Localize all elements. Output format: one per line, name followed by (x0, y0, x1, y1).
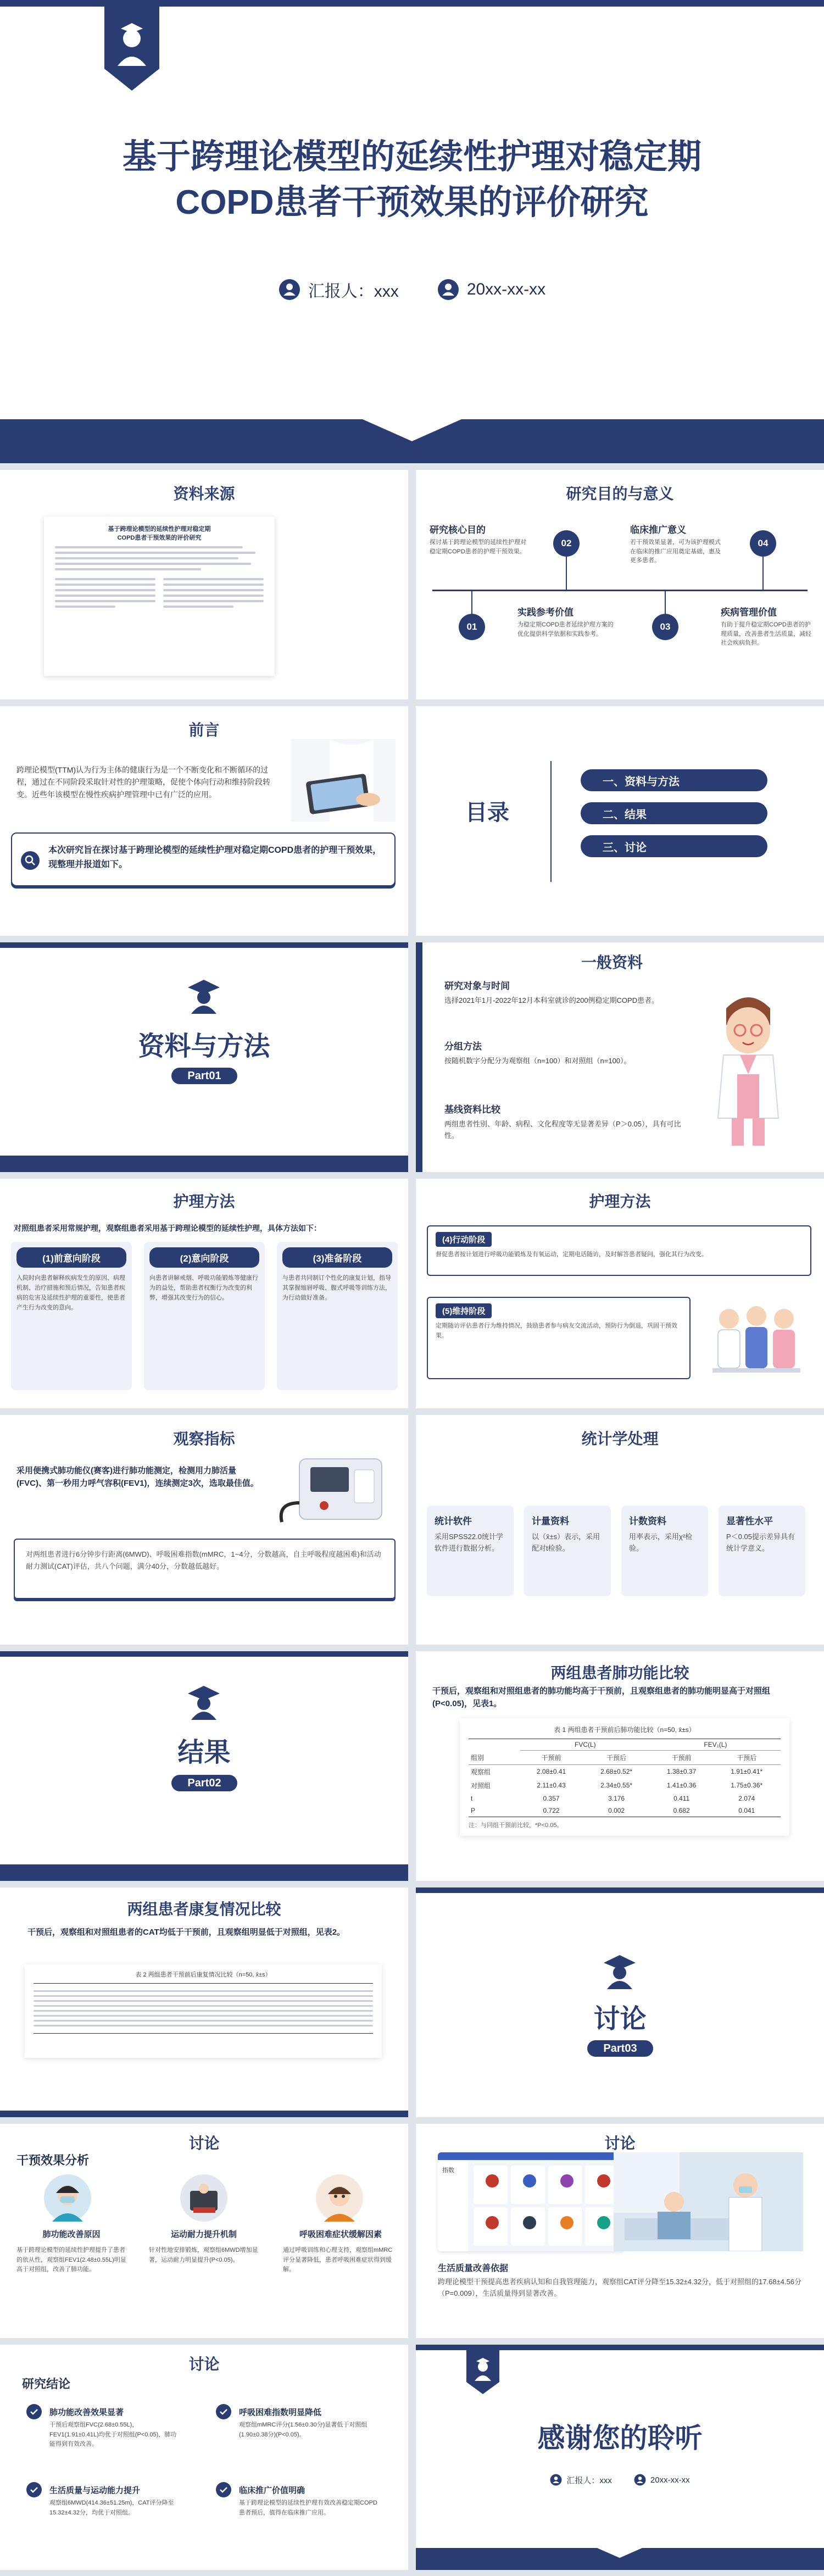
thanks-reporter-text: 汇报人：xxx (566, 2475, 612, 2485)
discuss3-item-head: 生活质量与运动能力提升 (49, 2486, 141, 2495)
table-cell: 0.411 (673, 1794, 690, 1802)
lung-slide (416, 1651, 824, 1881)
discuss1-title: 讨论 (188, 2135, 220, 2152)
observe-bottom-box (14, 1539, 396, 1599)
lung-header: 干预后 (737, 1753, 757, 1762)
thanks-meta (416, 2474, 824, 2486)
table-row (469, 1779, 781, 1792)
method1-card-text: 与患者共同制订个性化的康复计划，指导其掌握缩唇呼吸、腹式呼吸等训练方法，为行动做好准备。 (282, 1275, 391, 1302)
table-cell: 2.074 (738, 1794, 755, 1802)
method1-title: 护理方法 (173, 1193, 235, 1210)
user-icon (279, 279, 300, 301)
purpose-item-1 (430, 522, 528, 556)
stats-card-head: 计量资料 (532, 1516, 569, 1526)
general-section-text: 按随机数字分配分为观察组（n=100）和对照组（n=100）。 (444, 1057, 631, 1065)
method2-section-text: 定期随访评估患者行为维持情况，鼓励患者参与病友交流活动，预防行为倒退，巩固干预效果。 (436, 1323, 677, 1339)
stats-card-text: 用率表示，采用χ²检验。 (629, 1533, 693, 1552)
part03-slide (416, 1887, 824, 2117)
general-section-1 (444, 978, 686, 1007)
toc-item-3[interactable] (581, 835, 767, 857)
method1-card-head: (1)前意向阶段 (16, 1247, 126, 1268)
purpose-item-text: 为稳定期COPD患者延续护理方案的优化提供科学依据和实践参考。 (517, 621, 614, 637)
general-section-heading: 研究对象与时间 (444, 981, 510, 991)
observe-bottom-text: 对两组患者进行6分钟步行距离(6MWD)、呼吸困难指数(mMRC，1~4分，分数越高，自主呼吸程度越困难)和活动耐力测试(CAT)评估，共八个问题，满分40分，分数越低越好。 (26, 1550, 381, 1571)
purpose-slide (416, 470, 824, 699)
stats-card-3 (621, 1506, 708, 1596)
nurse-avatar-icon (44, 2174, 91, 2222)
general-section-2 (444, 1039, 686, 1067)
hospital-ward-photo (614, 2152, 803, 2251)
graduate-icon (186, 1681, 222, 1720)
cover-date (437, 277, 545, 302)
method1-card-head: (3)准备阶段 (282, 1247, 392, 1268)
lung-table-note: 注：与同组干预前比较，*P<0.05。 (469, 1822, 563, 1829)
dashboard-sidebar-label: 指数 (442, 2167, 454, 2174)
toc-item-label: 三、讨论 (603, 841, 647, 854)
cover-bottom-decoration (0, 397, 824, 463)
preface-highlight-box (11, 832, 396, 886)
thanks-bottom-decoration (416, 2537, 824, 2570)
purpose-num-1: 01 (459, 614, 485, 640)
table-cell: 1.38±0.37 (666, 1768, 697, 1775)
purpose-timeline (432, 590, 808, 591)
discuss2-title: 讨论 (604, 2135, 636, 2152)
table-cell: 观察组 (471, 1768, 491, 1776)
discuss3-item-text: 观察组6MWD(414.36±51.25m)，CAT评分降至15.32±4.32分，均优于对照组。 (49, 2500, 174, 2516)
table-cell: 1.41±0.36 (666, 1781, 697, 1789)
method2-section-head: (4)行动阶段 (436, 1232, 492, 1247)
rehab-table-wrap (25, 1964, 382, 2058)
discuss3-slide (0, 2345, 408, 2570)
part01-title: 资料与方法 (138, 1032, 270, 1061)
spirometer-illustration (277, 1453, 387, 1528)
part02-slide (0, 1651, 408, 1881)
general-section-heading: 分组方法 (444, 1041, 482, 1052)
stats-card-2 (524, 1506, 611, 1596)
method1-card-text: 向患者讲解戒烟、呼吸功能锻炼等健康行为的益处，帮助患者权衡行为改变的利弊，增强其改变行为的信心。 (149, 1275, 258, 1302)
method1-intro: 对照组患者采用常规护理，观察组患者采用基于跨理论模型的延续性护理，具体方法如下： (14, 1224, 321, 1233)
table-cell: 3.176 (608, 1794, 625, 1802)
preface-title: 前言 (188, 721, 220, 739)
discuss3-subtitle: 研究结论 (22, 2377, 71, 2391)
general-title: 一般资料 (581, 954, 643, 971)
table-cell: 2.08±0.41 (536, 1768, 566, 1775)
shield-avatar-icon (466, 2345, 499, 2394)
thanks-slide (416, 2345, 824, 2570)
purpose-item-heading: 研究核心目的 (430, 525, 486, 535)
table-row (469, 1805, 781, 1817)
table-cell: 2.11±0.43 (537, 1781, 566, 1789)
source-slide (0, 470, 408, 699)
discuss3-item-text: 观察组mMRC评分(1.56±0.30分)显著低于对照组(1.90±0.38分)(P<0.05)。 (239, 2422, 368, 2438)
table-cell: 0.002 (608, 1806, 625, 1814)
method2-section-head: (5)维持阶段 (436, 1303, 492, 1318)
method2-section-1 (427, 1225, 811, 1276)
discuss1-slide (0, 2124, 408, 2338)
lung-header: 干预前 (541, 1753, 561, 1762)
lung-desc: 干预后，观察组和对照组患者的肺功能均高于干预前，且观察组患者的肺功能明显高于对照组(P<0.05)，见表1。 (432, 1686, 771, 1708)
quality-check-icon (26, 2482, 42, 2497)
discuss2-slide (416, 2124, 824, 2338)
lung-title: 两组患者肺功能比较 (550, 1664, 689, 1681)
user-icon (437, 279, 459, 301)
discuss1-item-head: 运动耐力提升机制 (170, 2230, 237, 2239)
table-cell: 1.91±0.41* (731, 1768, 763, 1775)
toc-item-label: 二、结果 (603, 808, 647, 821)
purpose-item-text: 有助于提升稳定期COPD患者的护理质量，改善患者生活质量，减轻社会疾病负担。 (721, 621, 811, 646)
observe-top-text: 采用便携式肺功能仪(赛客)进行肺功能测定，检测用力肺活量(FVC)、第一秒用力呼气容积(FEV1)，连续测定3次，选取最佳值。 (16, 1466, 259, 1489)
dashboard-mockup (438, 2152, 625, 2251)
general-section-text: 两组患者性别、年龄、病程、文化程度等无显著差异（P＞0.05），具有可比性。 (444, 1120, 681, 1140)
preface-highlight-text: 本次研究旨在探讨基于跨理论模型的延续性护理对稳定期COPD患者的护理干预效果，现整理并报道如下。 (48, 846, 382, 869)
user-icon (634, 2474, 646, 2486)
part01-slide (0, 942, 408, 1172)
discuss3-item-head: 临床推广价值明确 (239, 2486, 305, 2495)
table-cell: 对照组 (471, 1781, 491, 1790)
method1-card-1 (11, 1242, 132, 1390)
discuss1-subtitle: 干预效果分析 (16, 2153, 90, 2167)
method1-card-head: (2)意向阶段 (149, 1247, 259, 1268)
breath-check-icon (216, 2404, 231, 2419)
purpose-item-3 (630, 522, 723, 565)
purpose-num-4: 04 (750, 530, 776, 557)
thanks-reporter (550, 2474, 612, 2486)
stats-card-text: 采用SPSS22.0统计学软件进行数据分析。 (435, 1533, 503, 1552)
rehab-desc: 干预后，观察组和对照组患者的CAT均低于干预前，且观察组明显低于对照组，见表2。 (27, 1928, 346, 1937)
paper-thumbnail (44, 517, 275, 676)
lung-header: 组别 (471, 1753, 485, 1762)
method2-section-2 (427, 1297, 691, 1379)
thanks-date (634, 2474, 690, 2486)
toc-item-label: 一、资料与方法 (603, 775, 680, 788)
rehab-table-caption: 表 2 两组患者干预前后康复情况比较（n=50, x̄±s） (135, 1972, 271, 1978)
table-row (469, 1792, 781, 1805)
preface-slide (0, 706, 408, 936)
purpose-item-heading: 疾病管理价值 (721, 607, 777, 618)
lung-header: 干预前 (671, 1753, 692, 1762)
table-cell: t (471, 1794, 473, 1802)
purpose-item-heading: 临床推广意义 (630, 525, 686, 535)
method2-title: 护理方法 (589, 1193, 651, 1210)
stats-card-4 (719, 1506, 805, 1596)
discuss1-item-head: 呼吸困难症状缓解因素 (299, 2230, 382, 2239)
part01-badge: Part01 (171, 1068, 237, 1084)
stats-card-text: 以（x̄±s）表示，采用配对t检验。 (532, 1533, 600, 1552)
cover-title-line1: 基于跨理论模型的延续性护理对稳定期 (122, 138, 701, 176)
method2-section-text: 督促患者按计划进行呼吸功能锻炼及有氧运动，定期电话随访，及时解答患者疑问，强化其行为改变。 (436, 1251, 708, 1258)
lung-table (469, 1739, 781, 1817)
method1-card-text: 入院时向患者解释疾病发生的原因、病理机制、治疗措施和预后情况，告知患者疾病的危害及延续性护理的重要性，使患者产生行为改变的意向。 (16, 1275, 125, 1312)
purpose-item-2 (517, 604, 616, 639)
stats-card-head: 显著性水平 (726, 1516, 773, 1526)
dashboard-sidebar (438, 2160, 468, 2251)
cover-reporter-text: 汇报人：xxx (308, 282, 399, 301)
purpose-item-heading: 实践参考价值 (517, 607, 574, 618)
method1-slide (0, 1179, 408, 1408)
part03-badge: Part03 (587, 2040, 653, 2057)
purpose-title: 研究目的与意义 (566, 485, 674, 502)
source-title: 资料来源 (173, 485, 235, 502)
lung-group-fev1: FEV₁(L) (650, 1739, 781, 1751)
user-icon (550, 2474, 562, 2486)
purpose-num-3: 03 (652, 614, 678, 640)
discuss3-title: 讨论 (188, 2356, 220, 2373)
tablet-hand-illustration (291, 739, 396, 821)
table-cell: 0.357 (543, 1794, 560, 1802)
lung-group-fvc: FVC(L) (520, 1739, 650, 1751)
lung-table-wrap (460, 1718, 789, 1836)
lung-table-caption: 表 1 两组患者干预前后肺功能比较（n=50, x̄±s） (554, 1726, 695, 1734)
discuss1-item-text: 基于跨理论模型的延续性护理提升了患者的依从性，观察组FEV1(2.48±0.55L)明显高于对照组，改善了肺功能。 (16, 2247, 126, 2273)
preface-body: 跨理论模型(TTM)认为行为主体的健康行为是一个不断变化和不断循环的过程，通过在不同阶段采取针对性的护理策略，促使个体向行动和维持阶段转变。近些年该模型在慢性疾病护理管理中已有广泛的应用。 (16, 765, 270, 799)
search-icon (21, 851, 40, 870)
lung-header: 干预后 (606, 1753, 627, 1762)
general-slide (416, 942, 824, 1172)
part02-title: 结果 (177, 1738, 231, 1767)
part02-badge: Part02 (171, 1775, 237, 1791)
discuss1-item-head: 肺功能改善原因 (42, 2230, 101, 2239)
general-section-text: 选择2021年1月-2022年12月本科室就诊的200例稳定期COPD患者。 (444, 996, 659, 1004)
patient-avatar-icon (316, 2174, 363, 2222)
purpose-num-2: 02 (553, 530, 580, 557)
discuss1-item-text: 针对性地安排锻炼，观察组6MWD增加显著，运动耐力明显提升(P<0.05)。 (149, 2247, 258, 2263)
rehab-title: 两组患者康复情况比较 (127, 1901, 281, 1918)
purpose-item-4 (721, 604, 814, 648)
toc-item-1[interactable] (581, 769, 767, 791)
table-cell: 1.75±0.36* (731, 1781, 763, 1789)
rehab-slide (0, 1887, 408, 2117)
stats-title: 统计学处理 (581, 1430, 659, 1447)
lung-check-icon (26, 2404, 42, 2419)
stats-slide (416, 1415, 824, 1645)
stats-card-head: 计数资料 (629, 1516, 666, 1526)
toc-title: 目录 (465, 801, 509, 825)
table-row (469, 1764, 781, 1779)
graduate-icon (602, 1951, 638, 1989)
cover-reporter (279, 277, 399, 302)
purpose-item-text: 若干预效果显著，可为该护理模式在临床的推广应用奠定基础，惠及更多患者。 (630, 539, 721, 564)
doctor-illustration (707, 986, 789, 1151)
thanks-title: 感谢您的聆听 (537, 2423, 703, 2453)
discuss3-item-head: 呼吸困难指数明显降低 (239, 2408, 322, 2417)
table-cell: 2.68±0.52* (600, 1768, 633, 1775)
purpose-item-text: 探讨基于跨理论模型的延续性护理对稳定期COPD患者的护理干预效果。 (430, 539, 526, 555)
paper-title1: 基于跨理论模型的延续性护理对稳定期 (108, 526, 211, 532)
table-cell: P (471, 1806, 476, 1814)
cover-meta (0, 277, 824, 302)
general-section-heading: 基线资料比较 (444, 1104, 500, 1115)
discuss3-item-text: 干预后观察组FVC(2.68±0.55L)，FEV1(1.91±0.41L)均优于对照组(P<0.05)，肺功能得到有效改善。 (49, 2422, 177, 2448)
method1-card-3 (277, 1242, 398, 1390)
stats-card-text: P＜0.05提示差异具有统计学意义。 (726, 1533, 795, 1552)
cover-title-line2: COPD患者干预效果的评价研究 (175, 184, 649, 221)
clinical-check-icon (216, 2482, 231, 2497)
table-cell: 2.34±0.55* (600, 1781, 633, 1789)
thanks-date-text: 20xx-xx-xx (650, 2475, 690, 2485)
discuss3-item-head: 肺功能改善效果显著 (49, 2408, 124, 2417)
toc-slide (416, 706, 824, 936)
discuss2-text: 跨理论模型干预提高患者疾病认知和自我管理能力，观察组CAT评分降至15.32±4.32分，低于对照组的17.68±4.56分（P=0.009），生活质量得到显著改善。 (438, 2278, 801, 2297)
method1-card-2 (144, 1242, 265, 1390)
table-cell: 0.722 (543, 1806, 560, 1814)
stats-card-1 (427, 1506, 514, 1596)
cover-date-text: 20xx-xx-xx (466, 280, 546, 298)
table-cell: 0.682 (673, 1806, 690, 1814)
shield-avatar-icon (104, 0, 159, 91)
general-section-3 (444, 1102, 686, 1142)
paper-title2: COPD患者干预效果的评价研究 (117, 535, 202, 541)
observe-slide (0, 1415, 408, 1645)
stats-card-head: 统计软件 (435, 1516, 472, 1526)
method2-slide (416, 1179, 824, 1408)
discuss1-item-text: 通过呼吸训练和心理支持，观察组mMRC评分显著降低，患者呼吸困难症状得到缓解。 (283, 2247, 393, 2273)
discuss3-item-text: 基于跨理论模型的延续性护理有效改善稳定期COPD患者预后，值得在临床推广应用。 (239, 2500, 377, 2516)
cover-slide (0, 0, 824, 463)
exercise-avatar-icon (180, 2174, 227, 2222)
part03-title: 讨论 (593, 2005, 647, 2034)
graduate-icon (186, 975, 222, 1014)
table-cell: 0.041 (738, 1806, 755, 1814)
medical-team-illustration (701, 1291, 811, 1390)
discuss2-caption: 生活质量改善依据 (438, 2264, 509, 2273)
observe-title: 观察指标 (173, 1430, 235, 1447)
toc-item-2[interactable] (581, 802, 767, 824)
